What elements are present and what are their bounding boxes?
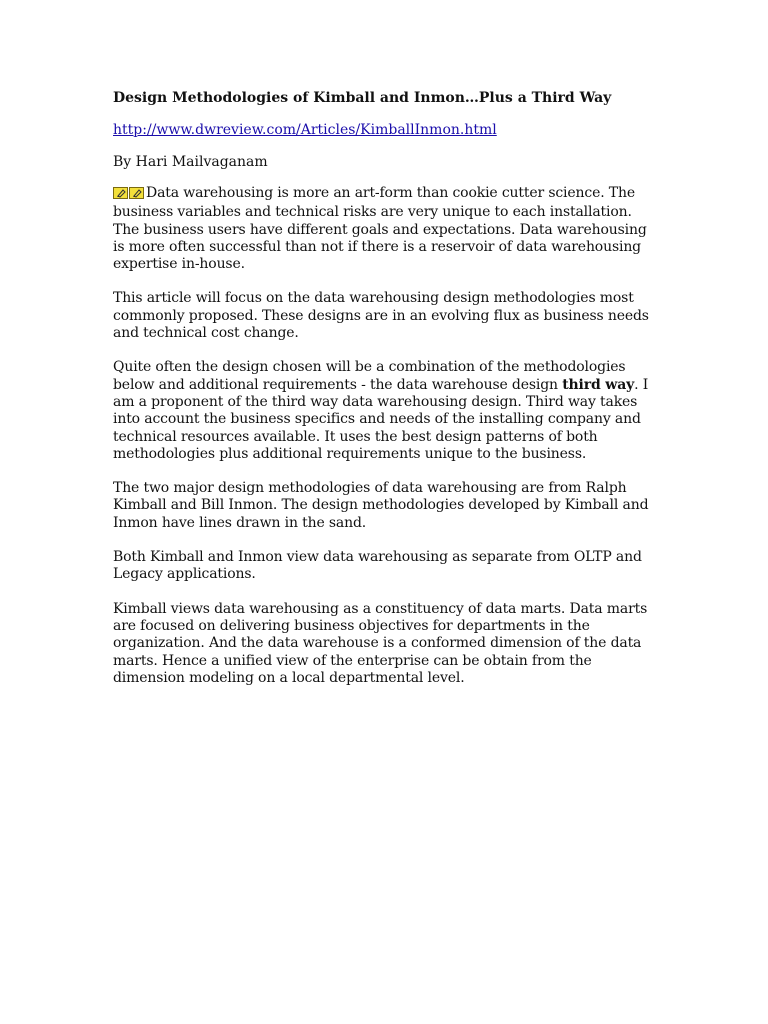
document-page [113, 88, 658, 704]
paragraph-major-methodologies: The two major design methodologies of data warehousing are from Ralph Kimball and Bill Inmon. The design methodologies developed by Kimball and Inmon have lines drawn in the sand. [113, 480, 649, 531]
paragraph-third-way [113, 359, 658, 463]
paragraph-intro [113, 185, 658, 273]
icon-group [113, 187, 145, 204]
author-line: By Hari Mailvaganam [113, 153, 268, 170]
edit-icon[interactable] [129, 187, 144, 199]
edit-icon[interactable] [113, 187, 128, 199]
paragraph-third-way-start: Quite often the design chosen will be a combination of the methodologies below and additional requirements - the data warehouse design [113, 359, 626, 393]
paragraph-kimball-view: Kimball views data warehousing as a constituency of data marts. Data marts are focused on delivering business objectives for departments in the organization. And the data warehouse is a conformed dimension of the data marts. Hence a unified view of the enterprise can be obtain from the dimension modeling on a local departmental level. [113, 600, 648, 686]
paragraph-third-way-end: . I am a proponent of the third way data warehousing design. Third way takes into account the business specifics and needs of the installing company and technical resources available. It uses the best design patterns of both methodologies plus additional requirements unique to the business. [113, 376, 649, 462]
paragraph-focus: This article will focus on the data warehousing design methodologies most commonly proposed. These designs are in an evolving flux as business needs and technical cost change. [113, 290, 649, 342]
article-link[interactable]: http://www.dwreview.com/Articles/KimballInmon.html [113, 122, 497, 138]
third-way-emphasis: third way [562, 376, 635, 393]
paragraph-intro-text: Data warehousing is more an art-form than cookie cutter science. The business variables and technical risks are very unique to each installation. The business users have different goals and expectations. Data warehousing is more often successful than not if there is a reservoir of data warehousing expertise in-house. [113, 185, 647, 273]
document-title: Design Methodologies of Kimball and Inmon…Plus a Third Way [113, 90, 612, 106]
paragraph-oltp: Both Kimball and Inmon view data warehousing as separate from OLTP and Legacy applications. [113, 549, 642, 583]
